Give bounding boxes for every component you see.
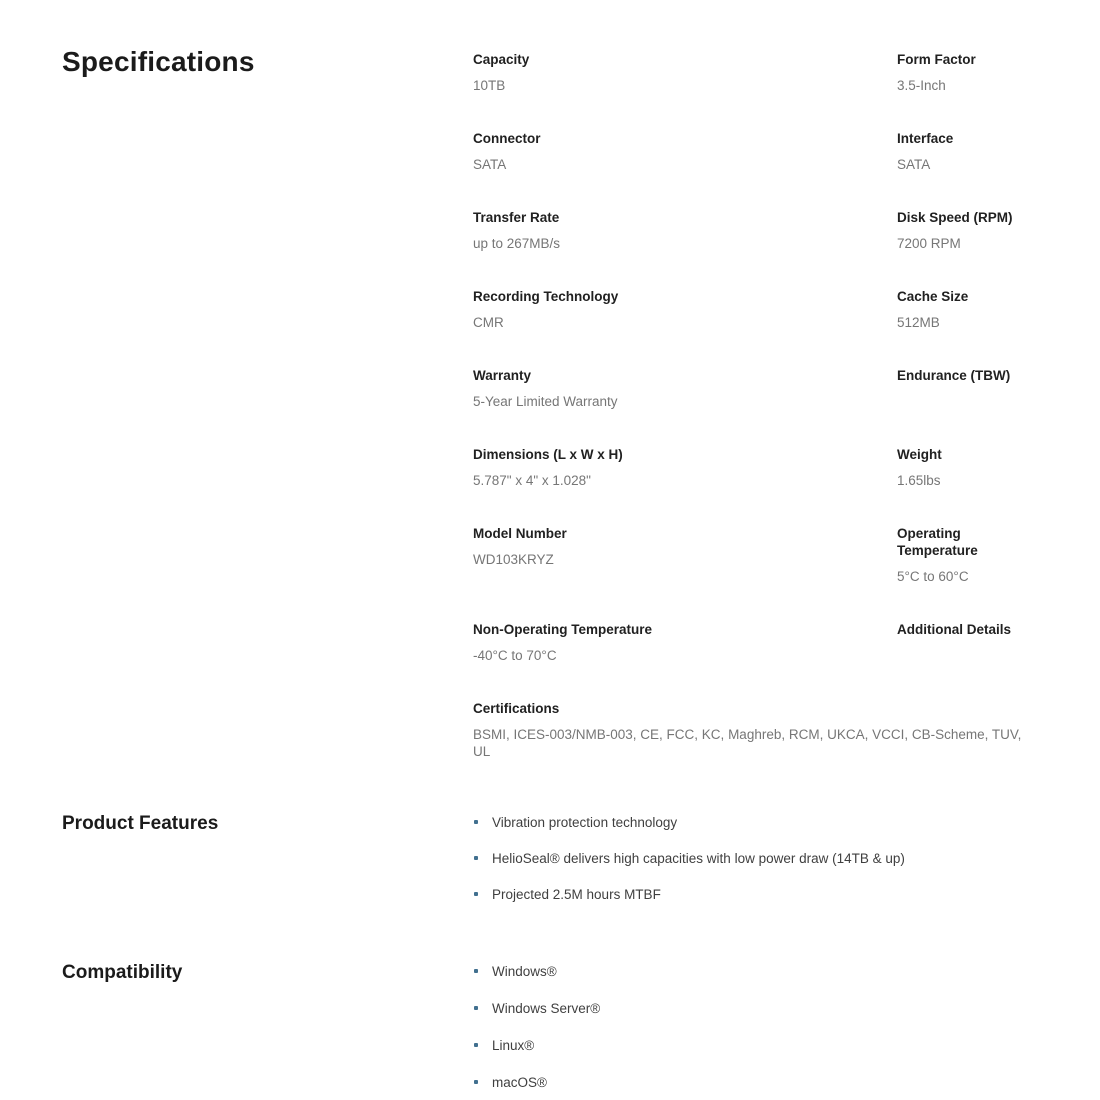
spec-label: Additional Details xyxy=(897,622,1012,637)
spec-value: -40°C to 70°C xyxy=(473,648,557,663)
compatibility-item xyxy=(473,1000,1060,1017)
bullet-square-icon xyxy=(474,892,478,896)
spec-grid xyxy=(473,45,1060,796)
spec-label: Form Factor xyxy=(897,52,976,67)
compatibility-title: Compatibility xyxy=(62,962,183,983)
spec-label: Weight xyxy=(897,447,942,462)
spec-value: WD103KRYZ xyxy=(473,552,554,567)
spec-label: Transfer Rate xyxy=(473,210,560,225)
spec-item xyxy=(473,288,897,331)
spec-value: 10TB xyxy=(473,78,506,93)
spec-label: Recording Technology xyxy=(473,289,619,304)
bullet-square-icon xyxy=(474,1080,478,1084)
spec-item xyxy=(897,130,1060,173)
bullet-square-icon xyxy=(474,969,478,973)
specifications-heading-column xyxy=(62,45,473,79)
feature-item xyxy=(473,850,1060,867)
spec-item xyxy=(473,700,1060,760)
page-title: Specifications xyxy=(62,46,255,77)
spec-label: Dimensions (L x W x H) xyxy=(473,447,623,462)
bullet-square-icon xyxy=(474,1043,478,1047)
spec-item xyxy=(897,288,1060,331)
spec-item xyxy=(473,367,897,410)
compatibility-content xyxy=(473,961,1060,1100)
spec-item xyxy=(897,367,1060,410)
compatibility-item-text: Windows® xyxy=(492,964,557,979)
compatibility-item xyxy=(473,963,1060,980)
compatibility-item-text: Windows Server® xyxy=(492,1001,601,1016)
spec-value: 512MB xyxy=(897,315,940,330)
feature-item-text: HelioSeal® delivers high capacities with low power draw (14TB & up) xyxy=(492,851,905,866)
spec-value: CMR xyxy=(473,315,504,330)
bullet-square-icon xyxy=(474,1006,478,1010)
spec-label: Connector xyxy=(473,131,541,146)
spec-label: Warranty xyxy=(473,368,532,383)
specifications-content xyxy=(473,45,1060,796)
section-specifications xyxy=(62,45,1060,796)
spec-label: Endurance (TBW) xyxy=(897,368,1011,383)
feature-item-text: Projected 2.5M hours MTBF xyxy=(492,887,661,902)
spec-item xyxy=(897,621,1060,664)
spec-value: BSMI, ICES-003/NMB-003, CE, FCC, KC, Maghreb, RCM, UKCA, VCCI, CB-Scheme, TUV, UL xyxy=(473,727,1022,759)
product-features-content xyxy=(473,812,1060,922)
spec-value: SATA xyxy=(897,157,931,172)
spec-item xyxy=(897,51,1060,94)
product-features-title: Product Features xyxy=(62,813,219,834)
spec-item xyxy=(473,525,897,585)
spec-value: 5-Year Limited Warranty xyxy=(473,394,618,409)
compatibility-item xyxy=(473,1074,1060,1091)
bullet-square-icon xyxy=(474,856,478,860)
compatibility-item-text: macOS® xyxy=(492,1075,547,1090)
spec-label: Interface xyxy=(897,131,954,146)
spec-label: Non-Operating Temperature xyxy=(473,622,653,637)
product-features-heading-column xyxy=(62,812,473,836)
feature-item-text: Vibration protection technology xyxy=(492,815,678,830)
spec-label: Operating Temperature xyxy=(897,526,978,558)
spec-value: 3.5-Inch xyxy=(897,78,946,93)
spec-item xyxy=(897,446,1060,489)
spec-value: up to 267MB/s xyxy=(473,236,561,251)
spec-label: Disk Speed (RPM) xyxy=(897,210,1013,225)
feature-item xyxy=(473,814,1060,831)
spec-item xyxy=(897,209,1060,252)
section-product-features xyxy=(62,812,1060,922)
spec-item xyxy=(473,621,897,664)
spec-value: 7200 RPM xyxy=(897,236,961,251)
spec-value: 1.65lbs xyxy=(897,473,941,488)
spec-label: Cache Size xyxy=(897,289,969,304)
spec-label: Model Number xyxy=(473,526,567,541)
spec-value xyxy=(897,393,1040,410)
spec-value: 5.787" x 4" x 1.028" xyxy=(473,473,591,488)
spec-value: SATA xyxy=(473,157,507,172)
section-compatibility xyxy=(62,961,1060,1100)
spec-item xyxy=(897,525,1060,585)
spec-item xyxy=(473,51,897,94)
spec-value: 5°C to 60°C xyxy=(897,569,969,584)
compatibility-item xyxy=(473,1037,1060,1054)
product-features-list xyxy=(473,812,1060,903)
spec-label: Certifications xyxy=(473,701,560,716)
compatibility-item-text: Linux® xyxy=(492,1038,535,1053)
bullet-square-icon xyxy=(474,820,478,824)
spec-label: Capacity xyxy=(473,52,530,67)
compatibility-heading-column xyxy=(62,961,473,985)
feature-item xyxy=(473,886,1060,903)
spec-value xyxy=(897,647,1040,664)
spec-item xyxy=(473,209,897,252)
spec-item xyxy=(473,446,897,489)
compatibility-list xyxy=(473,961,1060,1091)
spec-item xyxy=(473,130,897,173)
